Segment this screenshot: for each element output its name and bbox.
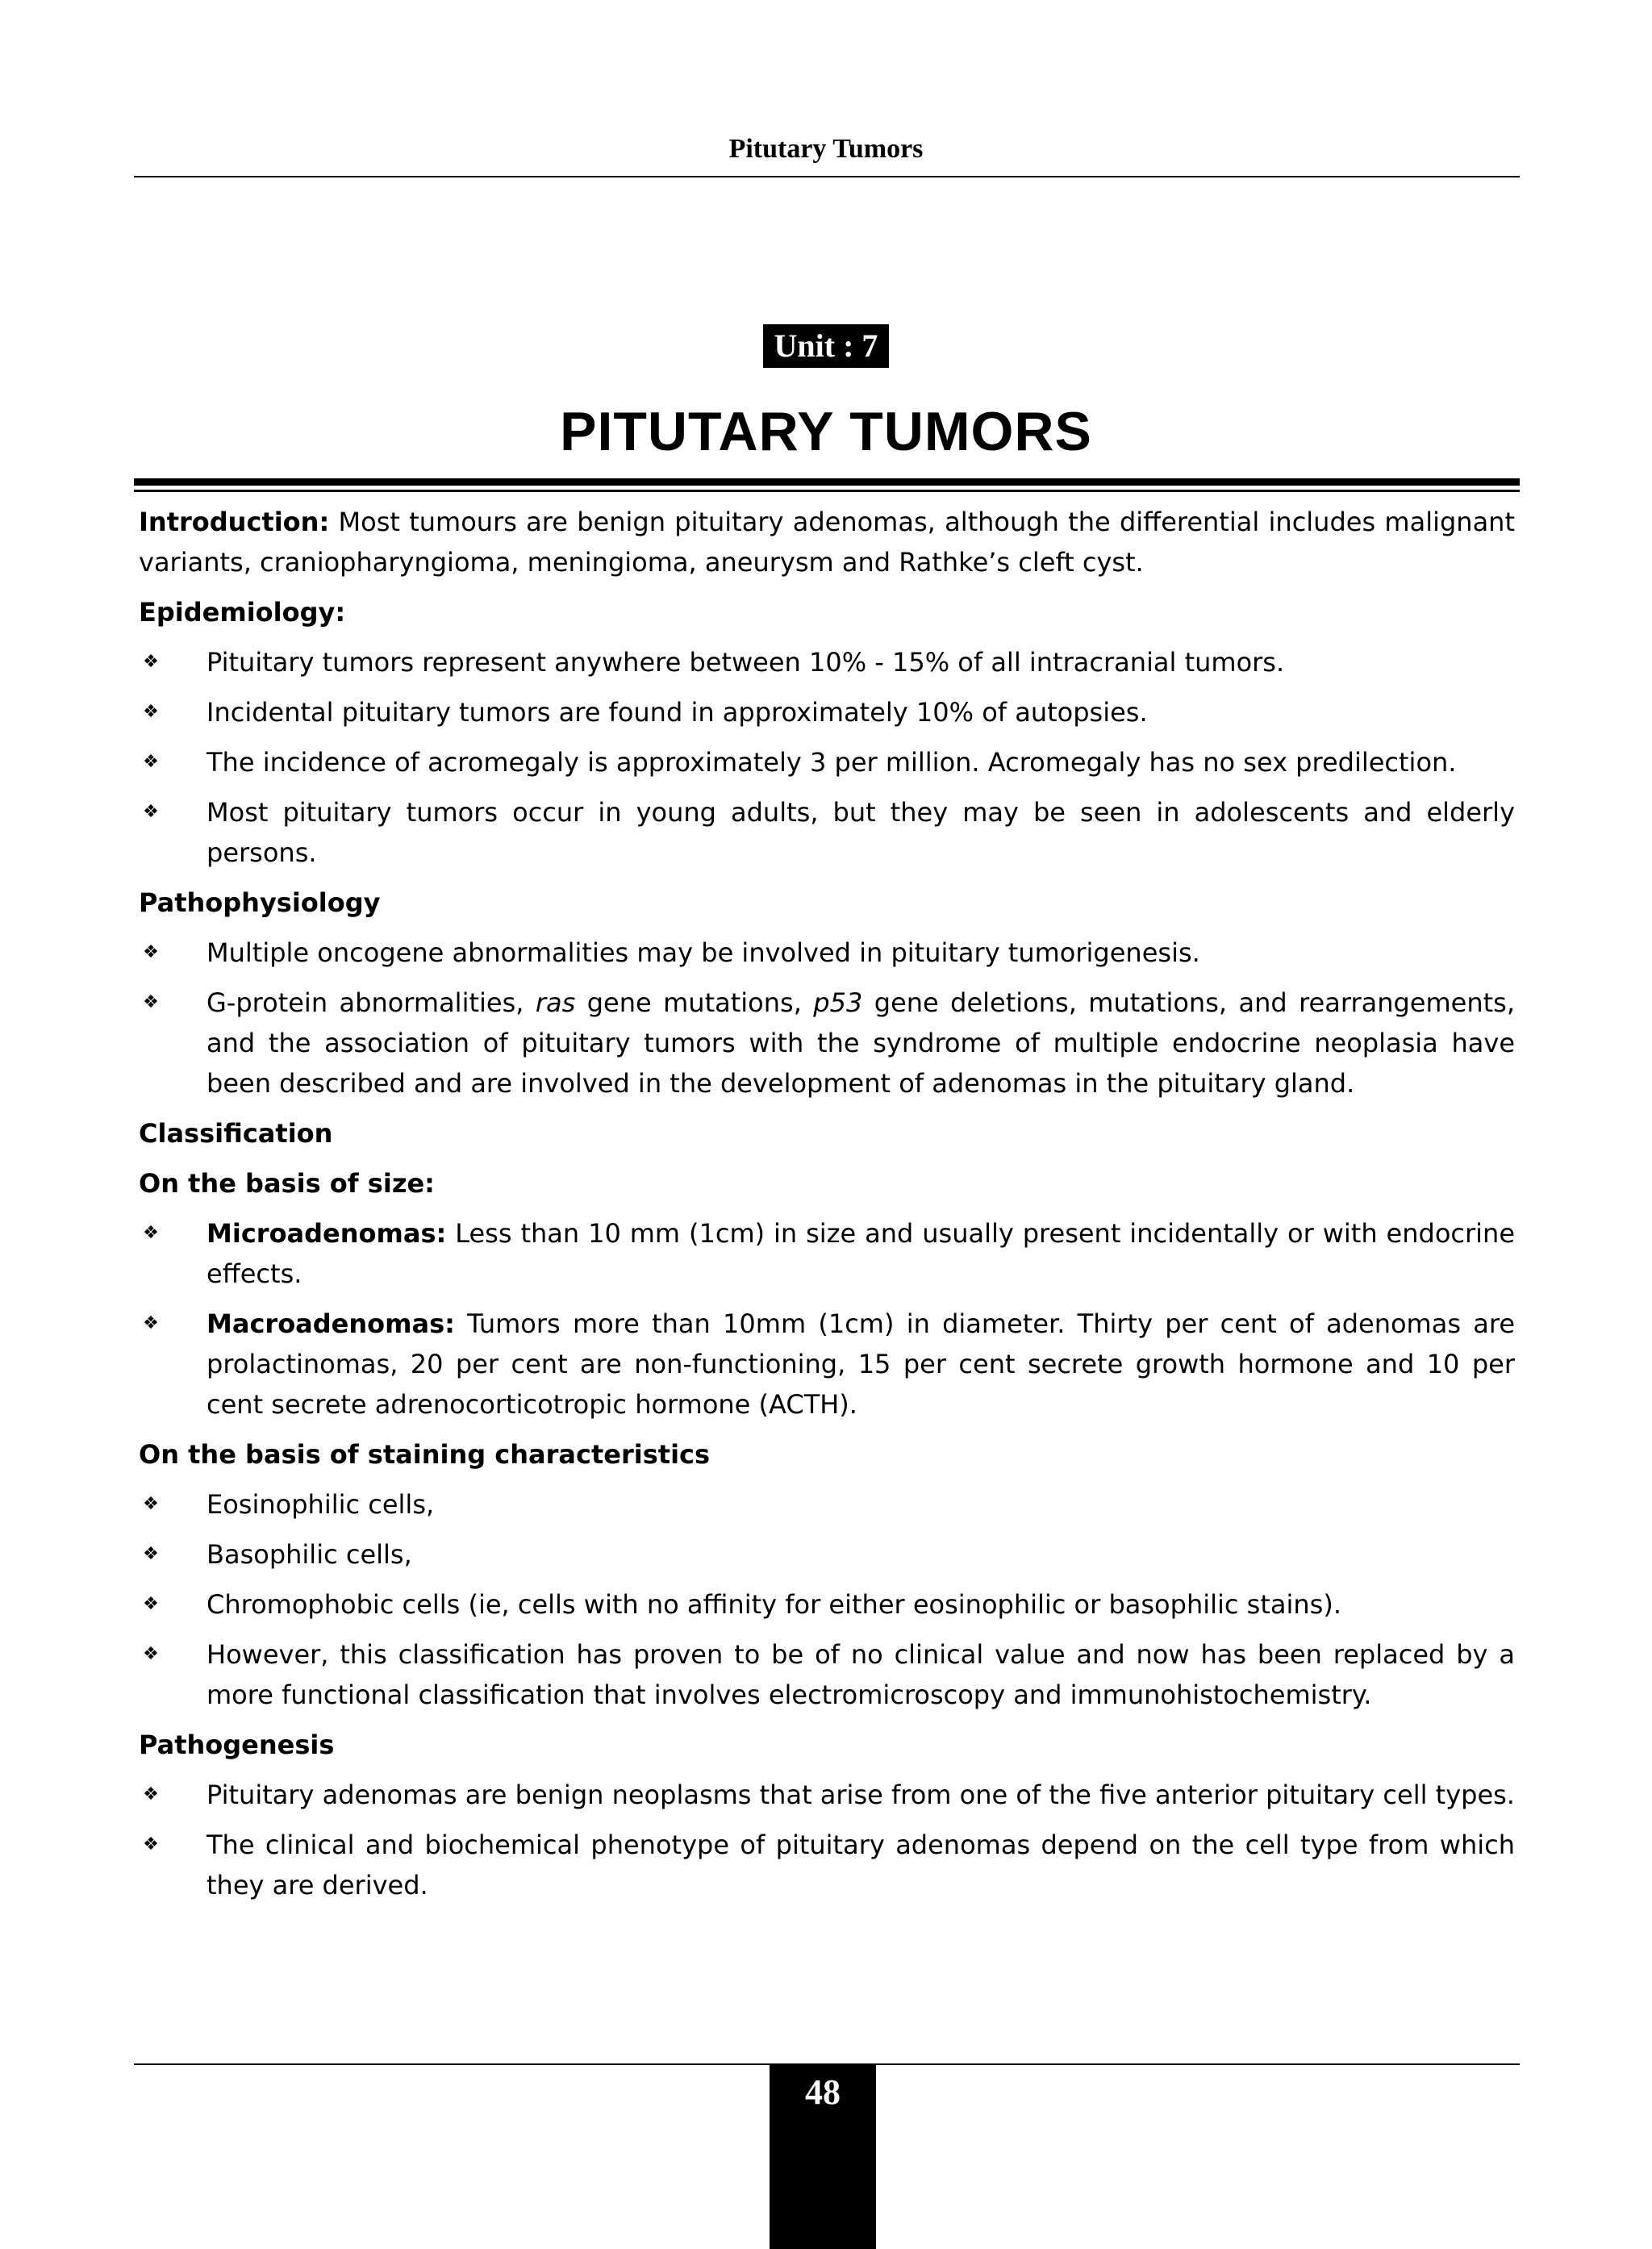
diamond-bullet-icon: ❖ bbox=[143, 702, 159, 722]
diamond-bullet-icon: ❖ bbox=[143, 652, 159, 672]
p53-gene-term: p53 bbox=[813, 987, 863, 1018]
list-item bbox=[139, 933, 1515, 973]
diamond-bullet-icon: ❖ bbox=[143, 802, 159, 822]
list-item bbox=[139, 1584, 1515, 1625]
epidemiology-heading: Epidemiology: bbox=[139, 597, 346, 628]
list-item bbox=[139, 1213, 1515, 1294]
microadenomas-label: Microadenomas: bbox=[206, 1218, 447, 1249]
classification-heading: Classification bbox=[139, 1118, 333, 1149]
list-item-text: Incidental pituitary tumors are found in approximately 10% of autopsies. bbox=[206, 697, 1148, 728]
diamond-bullet-icon: ❖ bbox=[143, 1544, 159, 1564]
list-item bbox=[139, 792, 1515, 873]
list-item-text: Most pituitary tumors occur in young adults, but they may be seen in adolescents and elderly persons. bbox=[206, 797, 1515, 868]
introduction-text: Most tumours are benign pituitary adenomas, although the differential includes malignant variants, craniopharyngioma, meningioma, aneurysm and Rathke’s cleft cyst. bbox=[139, 507, 1515, 578]
title-rule-thick bbox=[134, 478, 1520, 486]
diamond-bullet-icon: ❖ bbox=[143, 752, 159, 772]
pathogenesis-heading: Pathogenesis bbox=[139, 1730, 335, 1760]
diamond-bullet-icon: ❖ bbox=[143, 1313, 159, 1333]
list-item-text: Basophilic cells, bbox=[206, 1539, 412, 1570]
diamond-bullet-icon: ❖ bbox=[143, 1494, 159, 1514]
list-item-text-part3: gene deletions, mutations, and rearrangements, and the association of pituitary tumors with the syndrome of multiple endocrine neoplasia have been described and are involved in the development of adenomas in the pituitary gland. bbox=[206, 987, 1516, 1099]
unit-title: PITUTARY TUMORS bbox=[560, 401, 1092, 462]
pathophysiology-list bbox=[139, 933, 1515, 1104]
list-item bbox=[139, 742, 1515, 782]
diamond-bullet-icon: ❖ bbox=[143, 1594, 159, 1614]
staining-classification-list bbox=[139, 1484, 1515, 1715]
introduction-paragraph bbox=[139, 502, 1515, 582]
diamond-bullet-icon: ❖ bbox=[143, 1784, 159, 1805]
list-item-text: Chromophobic cells (ie, cells with no affinity for either eosinophilic or basophilic stains). bbox=[206, 1589, 1341, 1620]
ras-gene-term: ras bbox=[535, 987, 576, 1018]
list-item-text: The incidence of acromegaly is approximately 3 per million. Acromegaly has no sex predilection. bbox=[206, 747, 1457, 778]
macroadenomas-text: Tumors more than 10mm (1cm) in diameter. Thirty per cent of adenomas are prolactinomas, 20 per cent are non-functioning, 15 per cent secrete growth hormone and 10 per cent secrete adrenocorticotropic hormone (ACTH). bbox=[206, 1308, 1515, 1420]
list-item-text-part1: G-protein abnormalities, bbox=[206, 987, 536, 1018]
list-item bbox=[139, 1534, 1515, 1575]
microadenomas-text: Less than 10 mm (1cm) in size and usually present incidentally or with endocrine effects. bbox=[206, 1218, 1515, 1289]
running-header: Pitutary Tumors bbox=[728, 134, 924, 164]
list-item-text: However, this classification has proven to be of no clinical value and now has been replaced by a more functional classification that involves electromicroscopy and immunohistochemistry. bbox=[206, 1639, 1515, 1710]
list-item-text: Pituitary adenomas are benign neoplasms that arise from one of the five anterior pituitary cell types. bbox=[206, 1780, 1515, 1810]
list-item bbox=[139, 1304, 1515, 1425]
list-item bbox=[139, 642, 1515, 682]
diamond-bullet-icon: ❖ bbox=[143, 1223, 159, 1243]
list-item-text: Multiple oncogene abnormalities may be involved in pituitary tumorigenesis. bbox=[206, 937, 1200, 968]
diamond-bullet-icon: ❖ bbox=[143, 942, 159, 962]
list-item bbox=[139, 1634, 1515, 1715]
pathophysiology-heading: Pathophysiology bbox=[139, 887, 381, 918]
page-content bbox=[139, 502, 1515, 1915]
macroadenomas-label: Macroadenomas: bbox=[206, 1308, 455, 1339]
size-classification-list bbox=[139, 1213, 1515, 1425]
size-subheading: On the basis of size: bbox=[139, 1168, 435, 1199]
list-item-text: Eosinophilic cells, bbox=[206, 1489, 435, 1520]
list-item bbox=[139, 1484, 1515, 1525]
title-rule-thin bbox=[134, 490, 1520, 492]
unit-badge: Unit : 7 bbox=[763, 324, 889, 368]
diamond-bullet-icon: ❖ bbox=[143, 1834, 159, 1855]
introduction-label: Introduction: bbox=[139, 507, 330, 537]
diamond-bullet-icon: ❖ bbox=[143, 992, 159, 1012]
epidemiology-list bbox=[139, 642, 1515, 873]
header-rule bbox=[134, 176, 1520, 177]
staining-subheading: On the basis of staining characteristics bbox=[139, 1439, 711, 1470]
page-number: 48 bbox=[805, 2072, 841, 2112]
list-item bbox=[139, 1825, 1515, 1905]
list-item bbox=[139, 692, 1515, 732]
list-item-text: Pituitary tumors represent anywhere between 10% - 15% of all intracranial tumors. bbox=[206, 647, 1285, 678]
diamond-bullet-icon: ❖ bbox=[143, 1644, 159, 1664]
pathogenesis-list bbox=[139, 1775, 1515, 1905]
list-item bbox=[139, 983, 1515, 1104]
list-item-text: The clinical and biochemical phenotype of pituitary adenomas depend on the cell type from which they are derived. bbox=[206, 1830, 1515, 1901]
list-item-text-part2: gene mutations, bbox=[575, 987, 814, 1018]
list-item bbox=[139, 1775, 1515, 1815]
